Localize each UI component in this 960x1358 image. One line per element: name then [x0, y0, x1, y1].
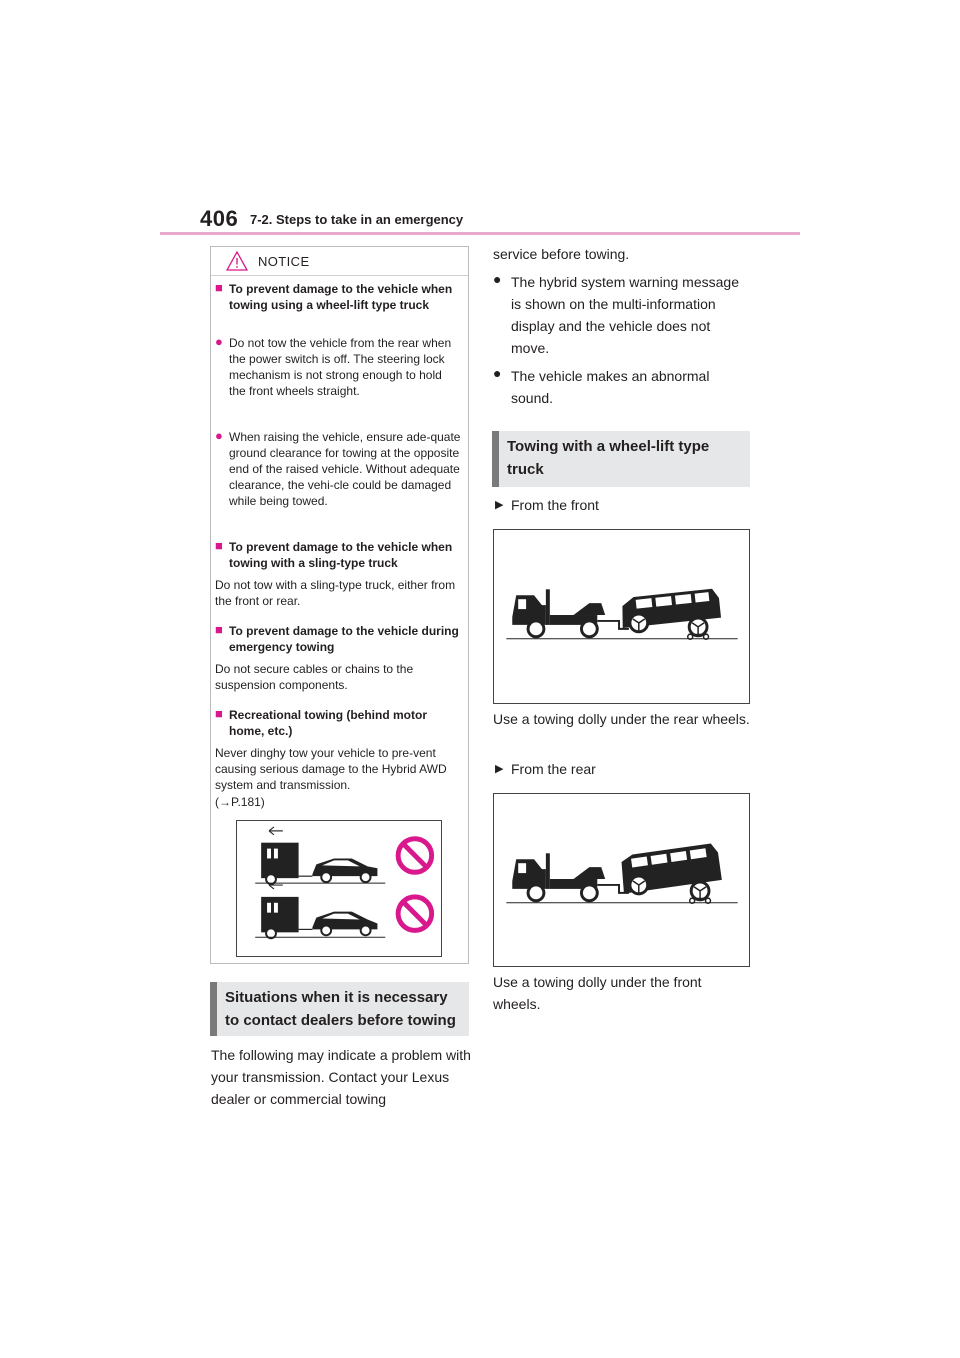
square-bullet-icon: ■: [215, 622, 223, 637]
bullet-triangle-icon: ▶: [495, 763, 504, 775]
dinghy-tow-prohibited-illustration: [236, 820, 442, 957]
section-heading-contact-dealers: Situations when it is necessary to contact dealers before towing: [210, 982, 469, 1036]
tow-truck-icon: [512, 853, 629, 900]
section-heading-wheel-lift: Towing with a wheel-lift type truck: [492, 431, 750, 487]
symptom-bullet-1: The hybrid system warning message is shown on the multi-information display and the vehicle does not move.: [511, 274, 739, 356]
dot-bullet-icon: ●: [493, 271, 502, 287]
motorhome-icon: [261, 843, 298, 939]
notice-bullet-2: When raising the vehicle, ensure ade-quate ground clearance for towing at the opposite end of the raised vehicle. Without adequate clearance, the vehi-cle could be damaged while being towed.: [229, 430, 461, 508]
dot-bullet-icon: ●: [493, 365, 502, 381]
tow-truck-icon: [512, 589, 629, 636]
notice-text-2: Do not tow with a sling-type truck, either from the front or rear.: [215, 578, 456, 608]
square-bullet-icon: ■: [215, 538, 223, 553]
page-reference: (→P.181): [215, 795, 265, 809]
prohibited-icon: [398, 839, 432, 931]
dot-bullet-icon: ●: [215, 428, 223, 443]
page-number: 406: [200, 206, 239, 231]
tow-from-front-illustration: [493, 529, 750, 704]
tow-from-rear-illustration: [493, 793, 750, 967]
suv-icon: [620, 588, 721, 636]
dot-bullet-icon: ●: [215, 334, 223, 349]
from-rear-label: From the rear: [511, 761, 596, 777]
bullet-triangle-icon: ▶: [495, 499, 504, 511]
from-front-label: From the front: [511, 497, 599, 513]
notice-heading-4: Recreational towing (behind motor home, etc.): [229, 708, 428, 738]
rear-caption: Use a towing dolly under the front wheels.: [493, 974, 702, 1012]
notice-header: [211, 247, 468, 276]
warning-triangle-icon: [226, 251, 248, 271]
chapter-title: 7-2. Steps to take in an emergency: [250, 212, 464, 227]
symptom-bullet-2: The vehicle makes an abnormal sound.: [511, 368, 710, 406]
front-caption: Use a towing dolly under the rear wheels.: [493, 711, 750, 727]
suv-icon: [619, 843, 722, 900]
notice-text-4: Never dinghy tow your vehicle to pre-vent causing serious damage to the Hybrid AWD system and transmission.: [215, 746, 447, 792]
square-bullet-icon: ■: [215, 706, 223, 721]
header-rule: [160, 232, 800, 235]
section-body-contact-dealers: The following may indicate a problem with your transmission. Contact your Lexus dealer or commercial towing: [211, 1047, 471, 1107]
notice-title: NOTICE: [258, 254, 310, 269]
notice-text-3: Do not secure cables or chains to the suspension components.: [215, 662, 414, 692]
notice-heading-1: To prevent damage to the vehicle when towing using a wheel-lift type truck: [229, 282, 453, 312]
car-icon: [312, 858, 377, 935]
square-bullet-icon: ■: [215, 280, 223, 295]
notice-heading-2: To prevent damage to the vehicle when towing with a sling-type truck: [229, 540, 453, 570]
notice-bullet-1: Do not tow the vehicle from the rear when the power switch is off. The steering lock mechanism is not strong enough to hold the front wheels straight.: [229, 336, 452, 398]
continued-text: service before towing.: [493, 246, 630, 262]
notice-heading-3: To prevent damage to the vehicle during emergency towing: [229, 624, 459, 654]
